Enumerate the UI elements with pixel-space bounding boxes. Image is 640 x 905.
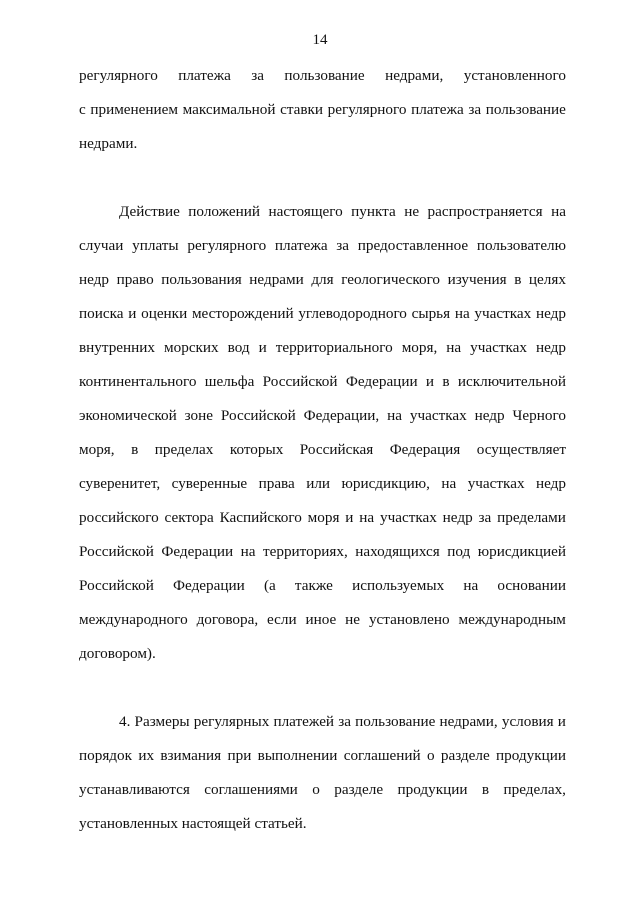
word: Российской [79,577,154,594]
document-body [79,62,566,844]
word: геологического [341,271,441,288]
word: внутренних [79,339,156,356]
word: настоящего [268,203,343,220]
word: пределах, [503,781,566,798]
word: суверенитет, [79,475,161,492]
word: выполнении [257,747,338,764]
word: сырья [411,305,451,322]
text-line [79,742,566,776]
word: договора, [196,611,259,628]
word: под [447,543,471,560]
text-line [79,606,566,640]
page-number: 14 [312,32,328,48]
word: недрами, [385,67,444,84]
word: случаи [79,237,124,254]
word: Федерации [161,543,234,560]
word: устанавливаются [79,781,190,798]
word: шельфа [204,373,255,390]
word: и [425,373,435,390]
word: которых [229,441,284,458]
text-line [79,96,566,130]
word: также [294,577,333,594]
word: участках [467,475,525,492]
word: за [478,509,492,526]
word: вод [227,339,250,356]
word: платежа [178,67,231,84]
text-line [79,402,566,436]
word: Федерации [173,577,245,594]
word: и [345,509,354,526]
word: территориях, [262,543,348,560]
word: на [446,339,462,356]
word: на [240,543,256,560]
word: регулярных [193,713,270,730]
word: положений [188,203,261,220]
text-line [79,232,566,266]
word: порядок [79,747,133,764]
text-line [79,266,566,300]
word: на [387,407,402,424]
word: соглашений [343,747,421,764]
word: углеводородного [298,305,407,322]
word: Размеры [134,713,190,730]
paragraph-gap [79,164,566,198]
word: Российской [220,407,296,424]
word: регулярного [79,67,158,84]
word: в [131,441,139,458]
word: сектора [164,509,214,526]
text-line [79,538,566,572]
word: при [227,747,252,764]
text-line [79,198,566,232]
word: за [251,67,265,84]
word: недр [442,509,473,526]
text-line [79,504,566,538]
word: уплаты [132,237,179,254]
word: моря [307,509,340,526]
word: исключительной [457,373,566,390]
word: пользование [284,67,365,84]
word: разделе [334,781,384,798]
word: для [311,271,334,288]
word: Российской [262,373,338,390]
word: платежей [273,713,335,730]
word: участках [474,305,532,322]
word: юрисдикцией [477,543,566,560]
word: пределами [497,509,566,526]
word: права [258,475,295,492]
word: или [306,475,331,492]
text-line: договором). [79,645,156,662]
word: моря, [401,339,438,356]
text-line [79,368,566,402]
word: распространяется [427,203,543,220]
word: регулярного [327,101,407,118]
word: морских [164,339,219,356]
paragraph-gap [79,674,566,708]
text-line [79,300,566,334]
word: участках [379,509,437,526]
word: платежа [274,237,328,254]
word: международным [458,611,566,628]
text-line [79,470,566,504]
word: недр [79,271,109,288]
word: и [128,305,137,322]
word: пределах [154,441,214,458]
word: о [312,781,320,798]
word: Федерации [345,373,418,390]
word: поиска [79,305,124,322]
word: Федерация [389,441,461,458]
word: за [336,237,350,254]
word: юрисдикцию, [341,475,430,492]
word: и [557,713,566,730]
word: оценки [141,305,188,322]
text-line [79,776,566,810]
word: недр [535,475,566,492]
word: находящихся [355,543,440,560]
word: на [463,577,479,594]
word: разделе [440,747,490,764]
text-line [79,572,566,606]
word: Каспийского [219,509,302,526]
word: целях [528,271,566,288]
word: о [426,747,435,764]
word: Черного [512,407,566,424]
text-line: недрами. [79,135,138,152]
word: суверенные [171,475,248,492]
word: ставки [280,101,324,118]
word: установлено [368,611,450,628]
word: продукции [397,781,468,798]
word: взимания [160,747,222,764]
word: Действие [119,203,180,220]
word: осуществляет [476,441,566,458]
text-line [79,62,566,96]
word: в [442,373,450,390]
word: 4. [119,713,131,730]
word: российского [79,509,159,526]
word: регулярного [187,237,267,254]
word: используемых [352,577,445,594]
word: на [454,305,470,322]
word: недр [535,339,566,356]
word: на [551,203,566,220]
word: если [267,611,297,628]
word: условия [501,713,554,730]
word: (а [263,577,276,594]
word: на [441,475,457,492]
text-line [79,334,566,368]
word: недр [474,407,505,424]
word: Федерации, [303,407,380,424]
word: на [359,509,375,526]
word: их [138,747,155,764]
word: континентального [79,373,197,390]
word: установленного [463,67,566,84]
word: не [345,611,361,628]
word: иное [305,611,337,628]
word: продукции [496,747,566,764]
word: основании [497,577,566,594]
word: не [404,203,420,220]
word: Российская [299,441,374,458]
word: территориального [275,339,393,356]
word: пользование [355,713,436,730]
word: предоставленное [357,237,469,254]
word: моря, [79,441,115,458]
word: международного [79,611,188,628]
word: применением [90,101,179,118]
word: в [514,271,522,288]
word: с [79,101,86,118]
word: участках [470,339,527,356]
text-line: установленных настоящей статьей. [79,815,307,832]
word: максимальной [182,101,276,118]
word: экономической [79,407,177,424]
word: пользователю [476,237,566,254]
word: в [481,781,490,798]
text-line [79,708,566,742]
word: платежа [411,101,464,118]
word: пользования [161,271,242,288]
word: недр [536,305,566,322]
word: право [116,271,154,288]
word: соглашениями [204,781,298,798]
word: за [468,101,482,118]
word: и [258,339,267,356]
word: Российской [79,543,154,560]
word: недрами [249,271,304,288]
text-line [79,436,566,470]
word: участках [409,407,467,424]
word: пункта [351,203,396,220]
word: месторождений [191,305,294,322]
word: зоне [184,407,213,424]
word: за [338,713,351,730]
word: пользование [485,101,566,118]
word: изучения [447,271,507,288]
word: недрами, [439,713,498,730]
